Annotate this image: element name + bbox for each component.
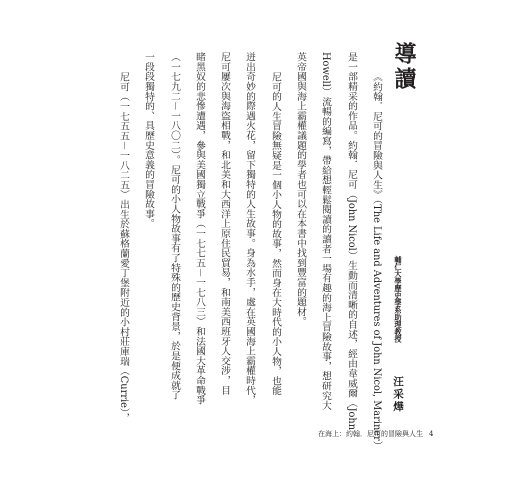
body-text-column: 《約翰．尼可的冒險與人生》（The Life and Adventures of John Nicol, Mariner） (371, 71, 382, 451)
body-text-column: 一段段獨特的、具歷史意義的冒險故事。 (143, 52, 154, 229)
body-text-column: （一七九二－一八〇二）。尼可的小人物故事有了特殊的歷史背景，於是便成就了 (169, 52, 180, 400)
body-text-column: 是一部精采的作品。約翰．尼可（John Nicol）生動而清晰的自述，經由韋威爾（John (346, 52, 357, 431)
author-affiliation: 輔仁大學歷史學系助理教授 (394, 256, 403, 343)
body-text-column: 尼可（一七五五－一八二五）出生於蘇格蘭愛丁堡附近的小村莊庫瑞（Currie）， (118, 71, 129, 423)
page-number: 4 (429, 429, 434, 438)
body-text-column: 迸出奇妙的際遇火花，留下獨特的人生故事。身為水手，處在英國海上霸權時代， (244, 52, 255, 405)
chapter-title: 導讀 (391, 42, 417, 92)
body-text-column: 尼可的人生冒險無疑是一個小人物的故事，然而身在大時代的小人物，也能 (270, 71, 281, 395)
body-text-column: 英帝國與海上霸權議題的學者也可以在本書中找到豐富的題材。 (295, 52, 306, 327)
body-text-column: Howell）流暢的編寫，帶給想輕鬆閱讀的讀者一場有趣的海上冒險故事，想研究大 (320, 52, 331, 411)
body-text-column: 尼可屢次與海盜相戰，和北美和大西洋上原住民貿易，和南美西班牙人交涉，目 (219, 52, 230, 395)
running-footer (318, 429, 433, 439)
author-name: 汪采燁 (392, 376, 404, 414)
body-text-column: 睹黑奴的悲慘遭遇，參與美國獨立戰爭（一七七五－一七八三）和法國大革命戰爭 (194, 52, 205, 405)
running-footer-title: 在海上：約翰．尼可的冒險與人生 (318, 429, 423, 438)
